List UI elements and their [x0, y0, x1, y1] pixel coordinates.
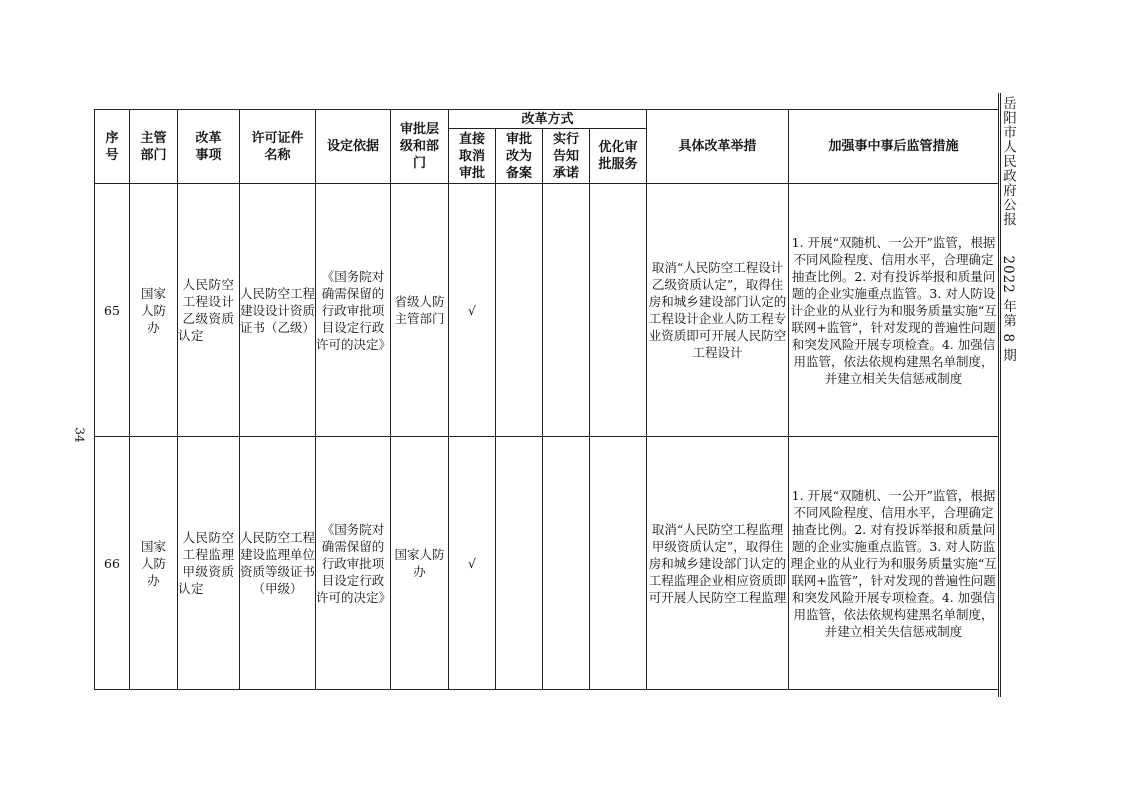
cell-mode-record: [496, 184, 543, 437]
header-item-label: 改革事项: [195, 130, 222, 163]
publication-issue: 2022 年第 8 期: [1000, 255, 1016, 363]
cell-level: 国家人防办: [391, 437, 449, 690]
cell-seq: 66: [95, 437, 130, 690]
cell-mode-cancel: √: [449, 184, 496, 437]
cell-basis: 《国务院对确需保留的行政审批项目设定行政许可的决定》: [316, 184, 391, 437]
publication-header: [1002, 96, 1018, 363]
header-level-label: 审批层级和部门: [399, 122, 439, 171]
cell-dept: [130, 437, 178, 690]
header-license: [240, 110, 316, 184]
cell-item: 人民防空工程监理甲级资质认定: [178, 437, 240, 690]
header-basis-label: 设定依据: [326, 139, 379, 154]
header-mode-group: [449, 110, 647, 129]
header-mode-notify: [543, 129, 590, 184]
header-dept-label: 主管部门: [140, 130, 167, 163]
cell-basis: 《国务院对确需保留的行政审批项目设定行政许可的决定》: [316, 437, 391, 690]
cell-item: 人民防空工程设计乙级资质认定: [178, 184, 240, 437]
cell-mode-optimize: [590, 437, 647, 690]
header-measures-label: 具体改革举措: [678, 139, 757, 154]
header-supervision-label: 加强事中事后监管措施: [828, 139, 959, 154]
cell-dept-text: 国家人防办: [140, 285, 166, 335]
header-basis: [316, 110, 391, 184]
header-seq-label: 序号: [105, 130, 119, 163]
page-number: 34: [72, 427, 87, 443]
header-mode-optimize: [590, 129, 647, 184]
cell-measures: 取消“人民防空工程设计乙级资质认定”，取得住房和城乡建设部门认定的工程设计企业人防工程专业资质即可开展人民防空工程设计: [647, 184, 789, 437]
cell-mode-optimize: [590, 184, 647, 437]
header-mode-record-label: 审批改为备案: [505, 131, 532, 181]
cell-seq: 65: [95, 184, 130, 437]
header-license-label: 许可证件名称: [251, 130, 304, 163]
header-supervision: [789, 110, 999, 184]
cell-level: 省级人防主管部门: [391, 184, 449, 437]
header-level: [391, 110, 449, 184]
header-mode-cancel: [449, 129, 496, 184]
header-dept: [130, 110, 178, 184]
cell-license: 人民防空工程建设设计资质证书（乙级）: [240, 184, 316, 437]
header-item: [178, 110, 240, 184]
header-mode-optimize-label: 优化审批服务: [598, 140, 638, 172]
cell-dept-text: 国家人防办: [140, 538, 166, 588]
cell-mode-notify: [543, 437, 590, 690]
header-mode-record: [496, 129, 543, 184]
cell-mode-notify: [543, 184, 590, 437]
table-row: [95, 437, 999, 690]
header-mode-cancel-label: 直接取消审批: [458, 131, 485, 181]
cell-measures: 取消“人民防空工程监理甲级资质认定”，取得住房和城乡建设部门认定的工程监理企业相应资质即可开展人民防空工程监理: [647, 437, 789, 690]
cell-license: 人民防空工程建设监理单位资质等级证书（甲级）: [240, 437, 316, 690]
reform-table: [94, 109, 999, 690]
cell-mode-record: [496, 437, 543, 690]
cell-dept: [130, 184, 178, 437]
publication-title: 岳阳市人民政府公报: [1000, 96, 1016, 227]
header-seq: [95, 110, 130, 184]
cell-supervision: 1. 开展“双随机、一公开”监管，根据不同风险程度、信用水平，合理确定抽查比例。2. 对有投诉举报和质量问题的企业实施重点监管。3. 对人防监理企业的从业行为和服务质量实施“互联网+监管”，针对发现的普遍性问题和突发风险开展专项检查。4. 加强信用监管，依法依规构建黑名单制度，并建立相关失信惩戒制度: [789, 437, 999, 690]
cell-mode-cancel: √: [449, 437, 496, 690]
header-measures: [647, 110, 789, 184]
header-mode-notify-label: 实行告知承诺: [552, 131, 579, 181]
cell-supervision: 1. 开展“双随机、一公开”监管，根据不同风险程度、信用水平，合理确定抽查比例。2. 对有投诉举报和质量问题的企业实施重点监管。3. 对人防设计企业的从业行为和服务质量实施“互联网+监管”，针对发现的普遍性问题和突发风险开展专项检查。4. 加强信用监管，依法依规构建黑名单制度，并建立相关失信惩戒制度: [789, 184, 999, 437]
header-mode-group-label: 改革方式: [521, 111, 574, 127]
table-row: [95, 184, 999, 437]
